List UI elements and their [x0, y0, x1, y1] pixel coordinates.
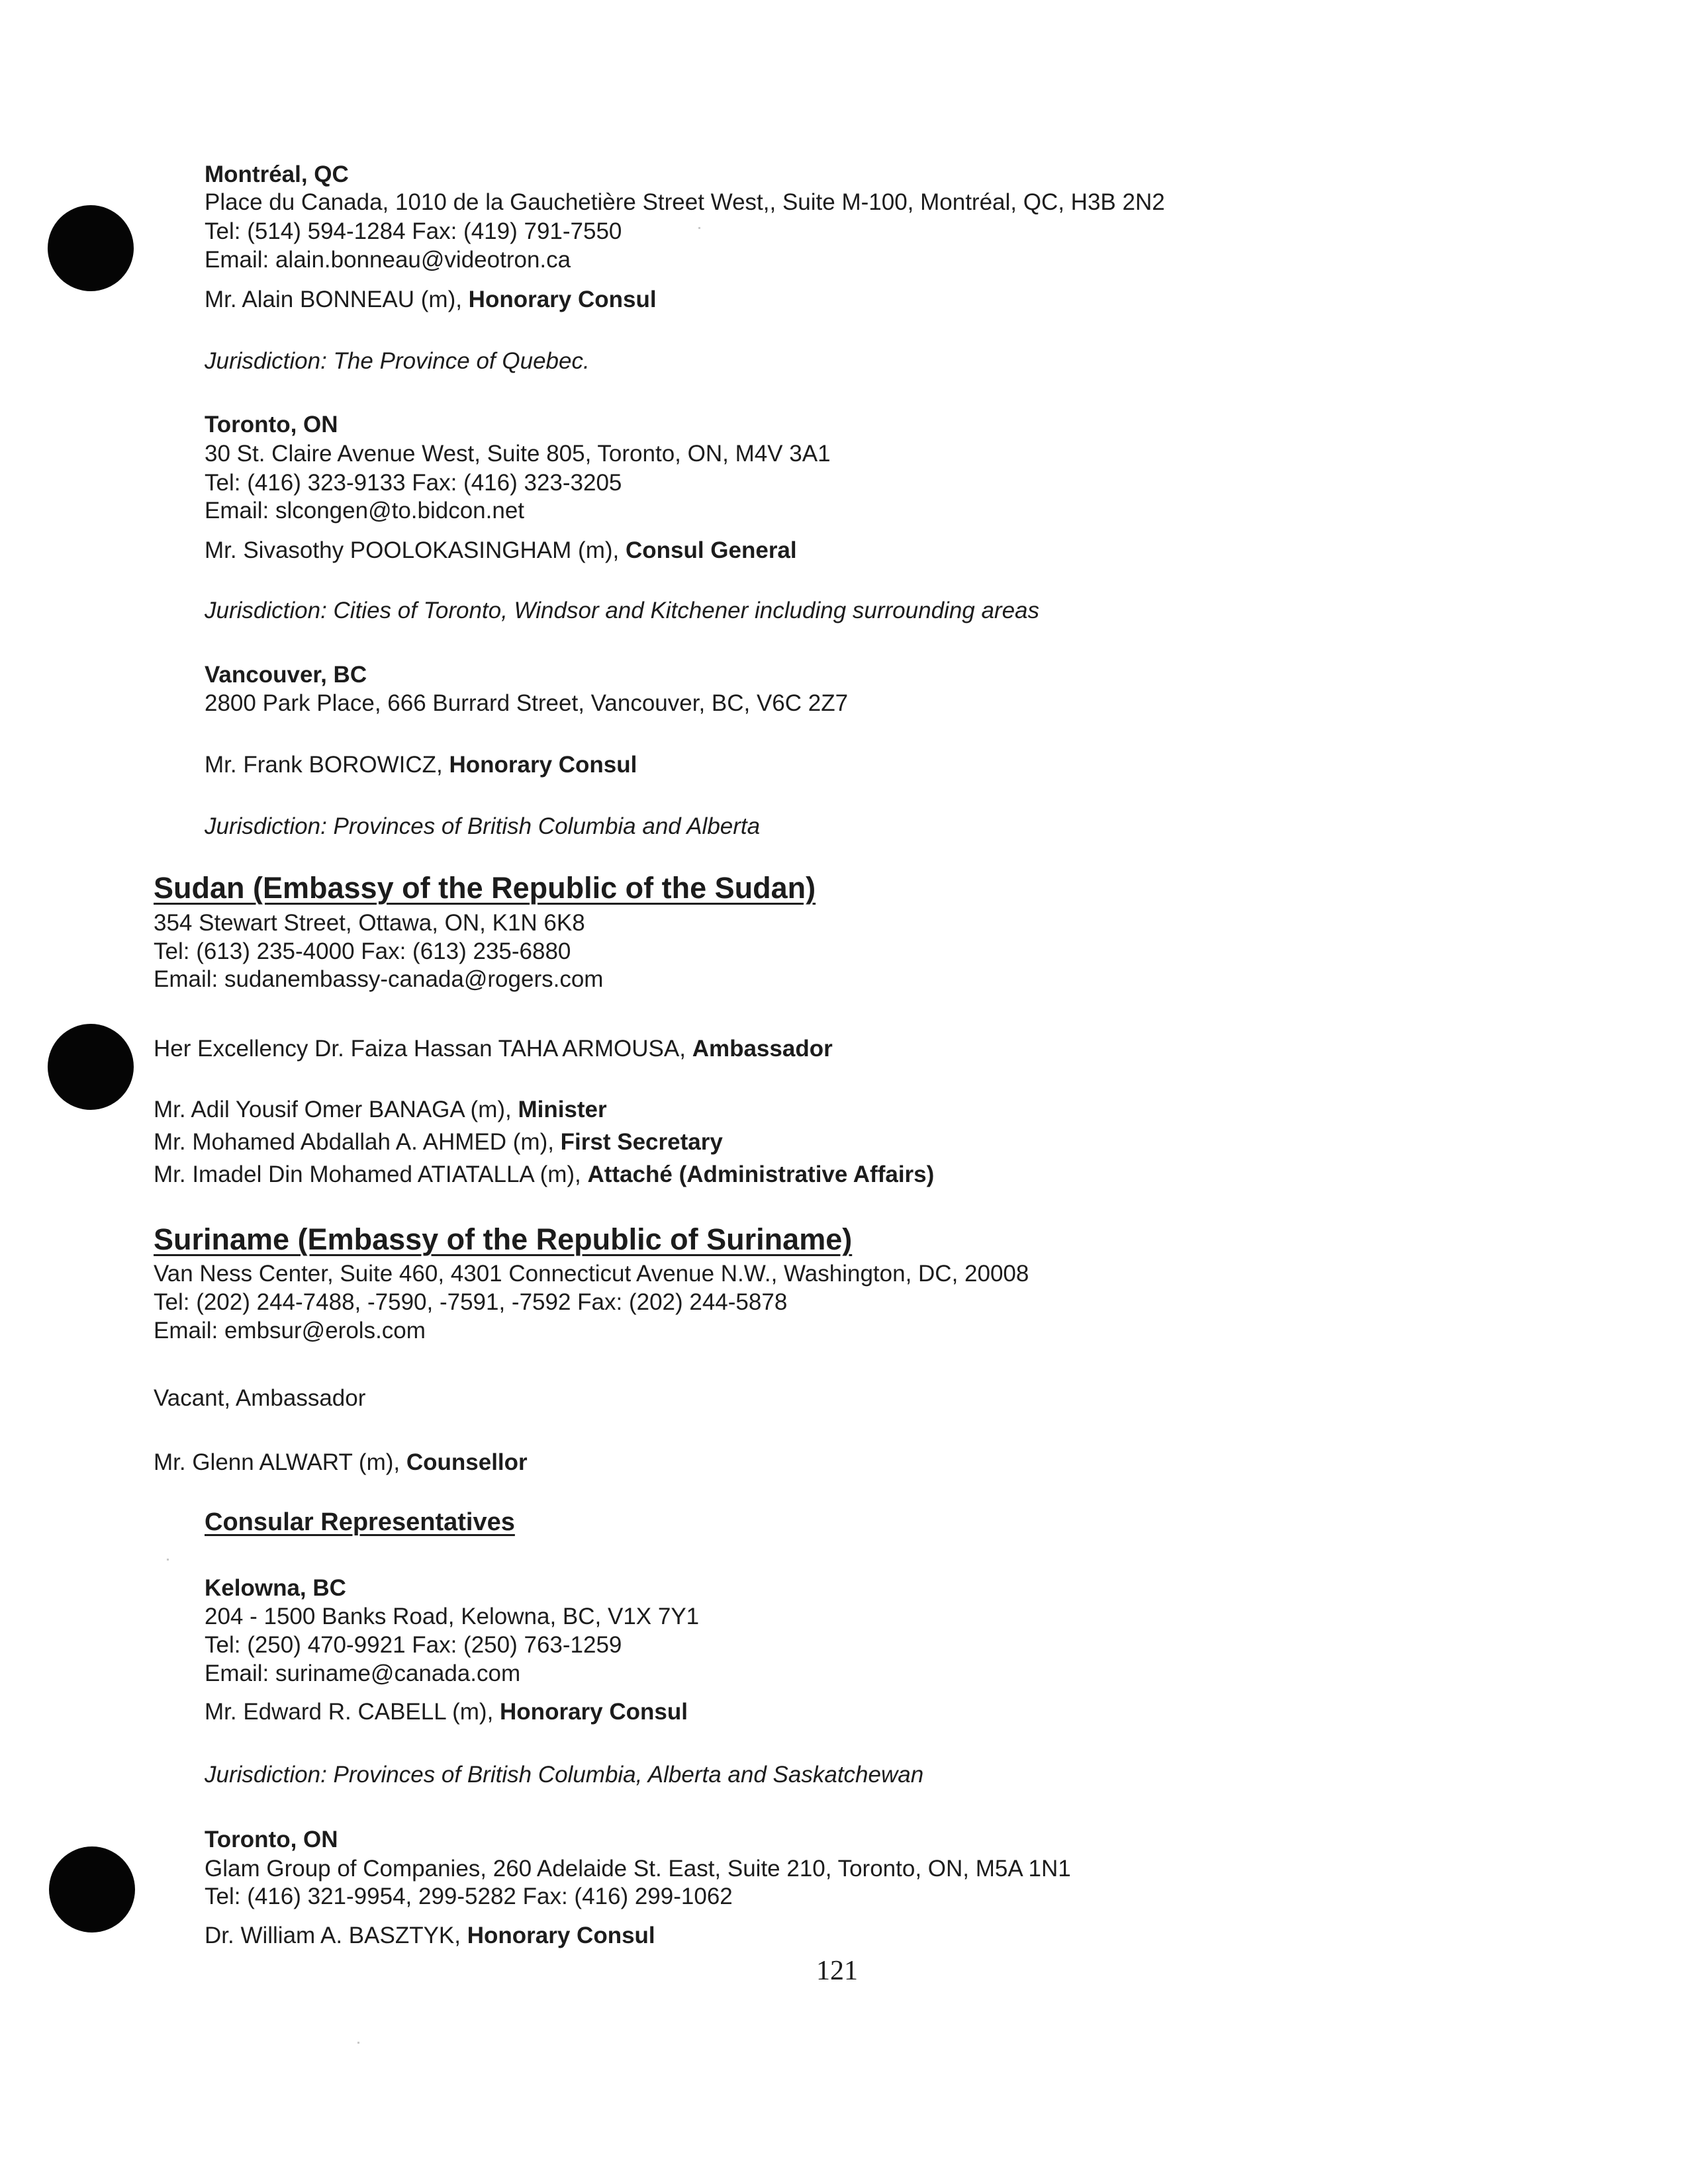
- consulate-address: 30 St. Claire Avenue West, Suite 805, Toronto, ON, M4V 3A1: [205, 441, 831, 467]
- vacant-ambassador: Vacant, Ambassador: [154, 1385, 366, 1411]
- consul-title: Consul General: [625, 537, 797, 563]
- embassy-phone: Tel: (613) 235-4000 Fax: (613) 235-6880: [154, 938, 571, 964]
- consulate-email: Email: slcongen@to.bidcon.net: [205, 498, 525, 523]
- consulate-phone: Tel: (514) 594-1284 Fax: (419) 791-7550: [205, 218, 622, 244]
- consulate-address: Place du Canada, 1010 de la Gauchetière Street West,, Suite M-100, Montréal, QC, H3B 2N2: [205, 189, 1165, 215]
- jurisdiction-text: Provinces of British Columbia and Alberta: [333, 813, 761, 839]
- staff-name: Mr. Mohamed Abdallah A. AHMED (m),: [154, 1129, 561, 1155]
- consul-title: Honorary Consul: [500, 1699, 688, 1725]
- consul-entry: [205, 287, 657, 313]
- jurisdiction-label: Jurisdiction:: [205, 598, 334, 623]
- consulate-address: 2800 Park Place, 666 Burrard Street, Vancouver, BC, V6C 2Z7: [205, 690, 849, 716]
- consulate-email: Email: alain.bonneau@videotron.ca: [205, 247, 571, 273]
- consulate-city: Kelowna, BC: [205, 1575, 346, 1601]
- consulate-address: Glam Group of Companies, 260 Adelaide St. East, Suite 210, Toronto, ON, M5A 1N1: [205, 1856, 1071, 1882]
- consulate-city: Toronto, ON: [205, 412, 338, 437]
- page-number: 121: [816, 1956, 858, 1986]
- consulate-phone: Tel: (416) 323-9133 Fax: (416) 323-3205: [205, 470, 622, 496]
- scan-speck: [167, 1559, 169, 1561]
- embassy-phone: Tel: (202) 244-7488, -7590, -7591, -7592 Fax: (202) 244-5878: [154, 1289, 788, 1315]
- consul-title: Honorary Consul: [468, 287, 657, 312]
- consul-title: Honorary Consul: [467, 1923, 655, 1948]
- jurisdiction: [205, 1762, 923, 1788]
- embassy-email: Email: sudanembassy-canada@rogers.com: [154, 966, 604, 992]
- consulate-email: Email: suriname@canada.com: [205, 1661, 521, 1686]
- consulate-city: Toronto, ON: [205, 1827, 338, 1852]
- staff-entry: [154, 1097, 607, 1123]
- consul-title: Honorary Consul: [449, 752, 637, 778]
- staff-title: Minister: [518, 1097, 607, 1122]
- country-heading: Suriname (Embassy of the Republic of Suriname): [154, 1222, 853, 1256]
- staff-title: Counsellor: [406, 1449, 528, 1475]
- jurisdiction: [205, 348, 590, 375]
- staff-title: Attaché (Administrative Affairs): [587, 1161, 935, 1187]
- staff-entry: [154, 1129, 723, 1156]
- consul-name: Mr. Sivasothy POOLOKASINGHAM (m),: [205, 537, 626, 563]
- embassy-email: Email: embsur@erols.com: [154, 1318, 426, 1343]
- staff-name: Mr. Adil Yousif Omer BANAGA (m),: [154, 1097, 518, 1122]
- consul-name: Mr. Alain BONNEAU (m),: [205, 287, 469, 312]
- jurisdiction-text: The Province of Quebec.: [333, 348, 590, 374]
- staff-title: Ambassador: [692, 1036, 833, 1062]
- consulate-address: 204 - 1500 Banks Road, Kelowna, BC, V1X 7Y1: [205, 1604, 700, 1629]
- consulate-city: Vancouver, BC: [205, 662, 367, 688]
- staff-name: Her Excellency Dr. Faiza Hassan TAHA ARMOUSA,: [154, 1036, 692, 1062]
- scan-speck: [357, 2042, 359, 2044]
- jurisdiction-text: Provinces of British Columbia, Alberta and Saskatchewan: [333, 1762, 924, 1788]
- staff-entry: [154, 1036, 833, 1062]
- consulate-phone: Tel: (250) 470-9921 Fax: (250) 763-1259: [205, 1632, 622, 1658]
- consul-entry: [205, 1699, 688, 1725]
- consul-entry: [205, 537, 797, 564]
- consul-name: Mr. Frank BOROWICZ,: [205, 752, 449, 778]
- jurisdiction-label: Jurisdiction:: [205, 1762, 334, 1788]
- embassy-address: 354 Stewart Street, Ottawa, ON, K1N 6K8: [154, 910, 585, 936]
- embassy-address: Van Ness Center, Suite 460, 4301 Connecticut Avenue N.W., Washington, DC, 20008: [154, 1261, 1029, 1287]
- scan-speck: [698, 227, 700, 229]
- punch-hole: [48, 1024, 134, 1110]
- consular-section-heading: Consular Representatives: [205, 1508, 515, 1536]
- consul-name: Mr. Edward R. CABELL (m),: [205, 1699, 500, 1725]
- consulate-city: Montréal, QC: [205, 161, 349, 187]
- country-heading: Sudan (Embassy of the Republic of the Sudan): [154, 871, 816, 905]
- jurisdiction-text: Cities of Toronto, Windsor and Kitchener including surrounding areas: [333, 598, 1040, 623]
- punch-hole: [49, 1846, 135, 1933]
- jurisdiction: [205, 598, 1039, 624]
- staff-name: Mr. Glenn ALWART (m),: [154, 1449, 406, 1475]
- consulate-phone: Tel: (416) 321-9954, 299-5282 Fax: (416) 299-1062: [205, 1884, 733, 1909]
- consul-entry: [205, 752, 637, 778]
- consul-name: Dr. William A. BASZTYK,: [205, 1923, 467, 1948]
- jurisdiction-label: Jurisdiction:: [205, 348, 334, 374]
- staff-entry: [154, 1449, 528, 1476]
- jurisdiction-label: Jurisdiction:: [205, 813, 334, 839]
- staff-entry: [154, 1161, 934, 1188]
- staff-title: First Secretary: [560, 1129, 723, 1155]
- consul-entry: [205, 1923, 655, 1949]
- jurisdiction: [205, 813, 760, 840]
- staff-name: Mr. Imadel Din Mohamed ATIATALLA (m),: [154, 1161, 588, 1187]
- punch-hole: [48, 205, 134, 291]
